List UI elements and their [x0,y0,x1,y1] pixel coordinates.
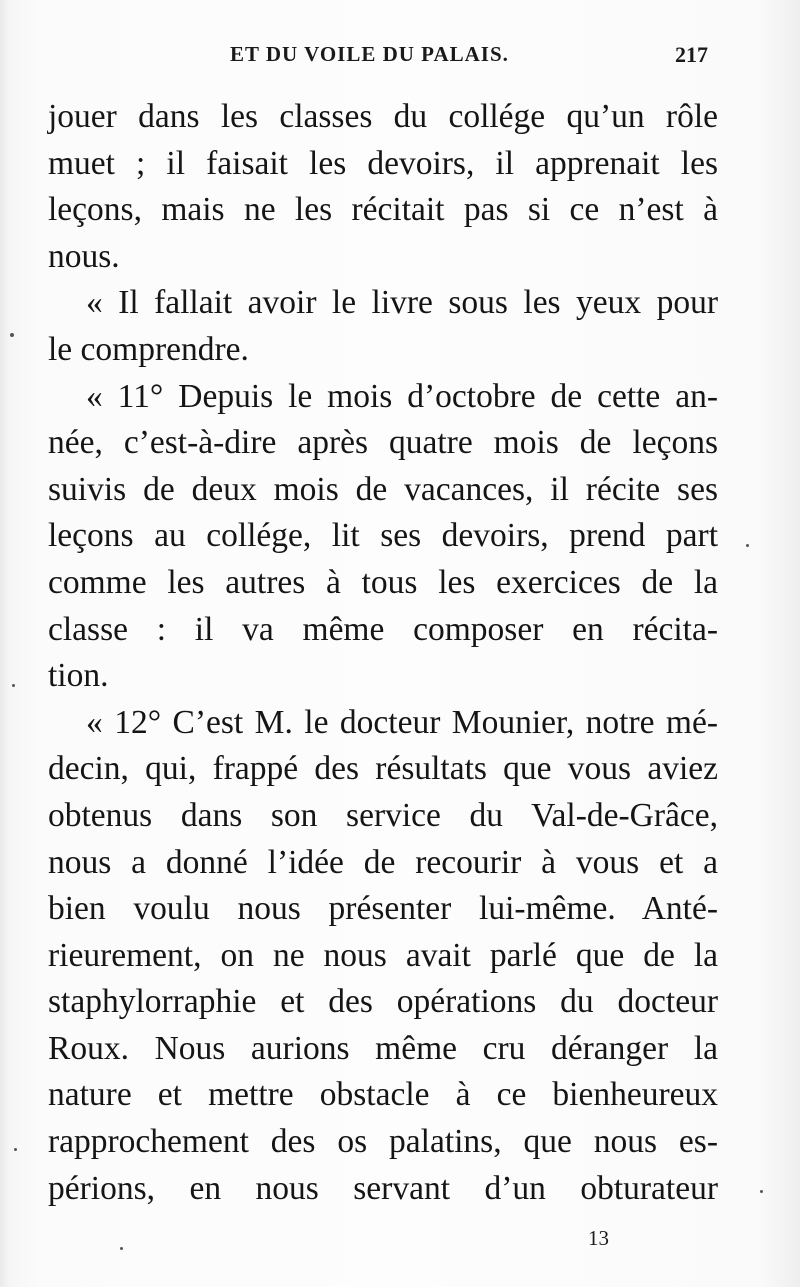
text-line: nous. [48,237,120,275]
paper-speck [10,333,14,337]
text-line: decin, qui, frappé des résultats que vous aviez [48,750,718,788]
text-line: jouer dans les classes du collége qu’un rôle [48,98,718,135]
paper-speck [14,1148,17,1151]
paper-speck [746,544,749,547]
text-line: nous a donné l’idée de recourir à vous et a [48,843,718,881]
text-line: née, c’est-à-dire après quatre mois de leçons [48,424,718,462]
text-line: « Il fallait avoir le livre sous les yeux pour [86,284,718,322]
text-line: tion. [48,657,109,695]
text-line: périons, en nous servant d’un obturateur [48,1169,718,1207]
text-line: leçons au collége, lit ses devoirs, prend part [48,517,718,555]
page-number: 217 [675,42,708,67]
text-line: « 12° C’est M. le docteur Mounier, notre mé- [86,703,718,741]
text-line: rieurement, on ne nous avait parlé que de la [48,936,718,974]
text-line: muet ; il faisait les devoirs, il apprenait les [48,144,718,182]
text-line: comme les autres à tous les exercices de la [48,563,718,601]
text-line: obtenus dans son service du Val-de-Grâce, [48,796,718,834]
running-head: ET DU VOILE DU PALAIS. [230,42,509,66]
paper-speck [760,1190,763,1193]
text-line: nature et mettre obstacle à ce bienheureux [48,1076,718,1114]
signature-mark: 13 [588,1226,609,1250]
text-line: bien voulu nous présenter lui-même. Anté- [48,890,718,928]
text-line: suivis de deux mois de vacances, il récite ses [48,470,718,508]
body-text [48,94,718,1212]
text-line: Roux. Nous aurions même cru déranger la [48,1029,718,1067]
text-line: staphylorraphie et des opérations du docteur [48,983,718,1021]
text-line: classe : il va même composer en récita- [48,610,718,648]
paper-speck [120,1247,123,1250]
text-line: « 11° Depuis le mois d’octobre de cette an- [86,377,718,415]
text-line: le comprendre. [48,330,249,368]
text-line: leçons, mais ne les récitait pas si ce n’est à [48,191,718,229]
text-line: rapprochement des os palatins, que nous es- [48,1123,718,1161]
paper-speck [12,684,15,687]
